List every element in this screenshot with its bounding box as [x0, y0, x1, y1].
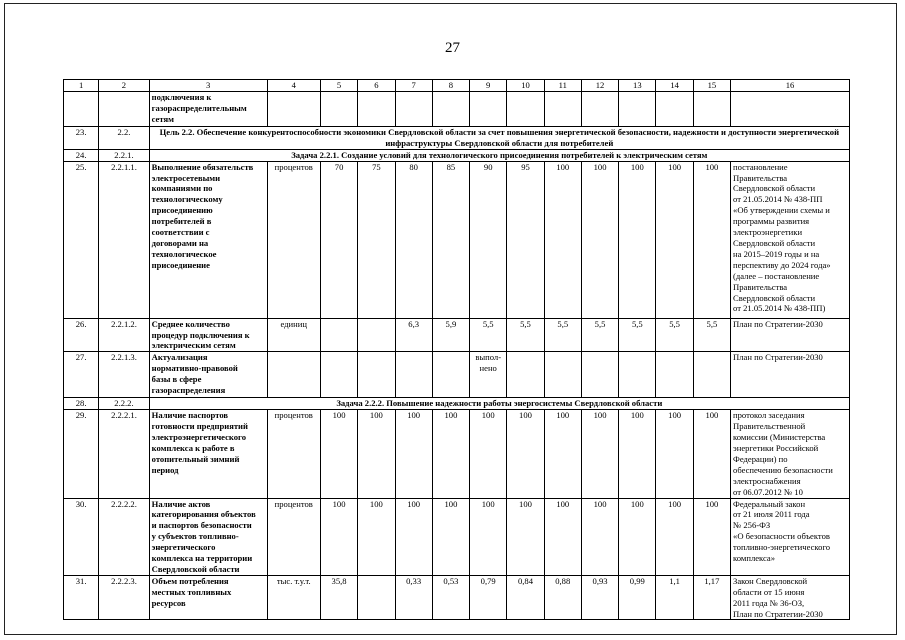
table-row [64, 498, 850, 575]
header-cell: 16 [731, 80, 850, 92]
value-cell: 0,99 [619, 575, 656, 620]
indicator-table [63, 79, 850, 620]
table-row [64, 318, 850, 352]
value-cell: 100 [544, 410, 581, 498]
source-cell: постановление Правительства Свердловской области от 21.05.2014 № 438-ПП «Об утверждении схемы и программы развития электроэнергетики Свердловской области на 2015–2019 годы и на перспективу до 2024 года» (далее – постановление Правительства Свердловской области от 21.05.2014 № 438-ПП) [731, 161, 850, 318]
source-cell: Федеральный закон от 21 июля 2011 года № 256-ФЗ «О безопасности объектов топливно-энергетического комплекса» [731, 498, 850, 575]
header-cell: 4 [267, 80, 320, 92]
row-code: 2.2.1. [99, 149, 149, 161]
section-heading: Задача 2.2.1. Создание условий для технологического присоединения потребителей к электрическим сетям [149, 149, 849, 161]
value-cell: 6,3 [395, 318, 432, 352]
empty-cell [693, 91, 730, 126]
row-code: 2.2.2.3. [99, 575, 149, 620]
source-cell: Закон Свердловской области от 15 июня 2011 года № 36-ОЗ, План по Стратегии-2030 [731, 575, 850, 620]
value-cell [544, 352, 581, 398]
row-code: 2.2.1.2. [99, 318, 149, 352]
section-heading: Цель 2.2. Обеспечение конкурентоспособности экономики Свердловской области за счет повышения энергетической безопасности, надежности и доступности энергетической инфраструктуры Свердловской области для потребителей [149, 126, 849, 149]
value-cell: 100 [395, 410, 432, 498]
header-cell: 7 [395, 80, 432, 92]
value-cell: 0,88 [544, 575, 581, 620]
indicator-name: Наличие актов категорирования объектов и паспортов безопасности у субъектов топливно- энергетического комплекса на территории Свердловской области [149, 498, 267, 575]
unit-cell: процентов [267, 161, 320, 318]
row-number: 24. [64, 149, 99, 161]
header-cell: 14 [656, 80, 693, 92]
value-cell: 100 [619, 161, 656, 318]
value-cell: 100 [470, 498, 507, 575]
header-cell: 10 [507, 80, 544, 92]
value-cell: 5,5 [507, 318, 544, 352]
value-cell: 100 [432, 410, 469, 498]
empty-cell [581, 91, 618, 126]
value-cell: 100 [358, 410, 395, 498]
value-cell: 75 [358, 161, 395, 318]
value-cell: 100 [395, 498, 432, 575]
table-row [64, 126, 850, 149]
indicator-name: подключения к газораспределительным сетям [149, 91, 267, 126]
empty-cell [99, 91, 149, 126]
value-cell: 100 [581, 498, 618, 575]
value-cell: 100 [656, 161, 693, 318]
value-cell: 100 [693, 498, 730, 575]
value-cell: 5,5 [619, 318, 656, 352]
empty-cell [395, 91, 432, 126]
value-cell [320, 352, 357, 398]
header-cell: 1 [64, 80, 99, 92]
row-code: 2.2. [99, 126, 149, 149]
header-cell: 3 [149, 80, 267, 92]
value-cell [432, 352, 469, 398]
value-cell: 100 [320, 410, 357, 498]
header-cell: 12 [581, 80, 618, 92]
value-cell: 70 [320, 161, 357, 318]
header-cell: 6 [358, 80, 395, 92]
indicator-name: Выполнение обязательств электросетевыми компаниями по технологическому присоединению потребителей в соответствии с договорами на технологическое присоединение [149, 161, 267, 318]
page-number: 27 [445, 40, 460, 56]
indicator-name: Актуализация нормативно-правовой базы в сфере газораспределения [149, 352, 267, 398]
value-cell: 0,84 [507, 575, 544, 620]
unit-cell [267, 352, 320, 398]
row-number: 31. [64, 575, 99, 620]
value-cell: 100 [544, 161, 581, 318]
value-cell: 100 [656, 498, 693, 575]
table-row [64, 398, 850, 410]
value-cell [358, 575, 395, 620]
value-cell [358, 318, 395, 352]
value-cell: 5,5 [470, 318, 507, 352]
header-row [64, 80, 850, 92]
value-cell: 100 [507, 498, 544, 575]
value-cell: 5,5 [581, 318, 618, 352]
empty-cell [544, 91, 581, 126]
row-number: 27. [64, 352, 99, 398]
source-cell: План по Стратегии-2030 [731, 318, 850, 352]
empty-cell [432, 91, 469, 126]
value-cell: 100 [619, 410, 656, 498]
value-cell [507, 352, 544, 398]
header-cell: 8 [432, 80, 469, 92]
header-cell: 5 [320, 80, 357, 92]
indicator-name: Объем потребления местных топливных ресурсов [149, 575, 267, 620]
empty-cell [320, 91, 357, 126]
header-cell: 9 [470, 80, 507, 92]
value-cell: 100 [507, 410, 544, 498]
value-cell: 100 [358, 498, 395, 575]
value-cell: 0,79 [470, 575, 507, 620]
table-row [64, 410, 850, 498]
row-number: 25. [64, 161, 99, 318]
header-cell: 15 [693, 80, 730, 92]
value-cell: выпол- нено [470, 352, 507, 398]
row-code: 2.2.2. [99, 398, 149, 410]
source-cell: План по Стратегии-2030 [731, 352, 850, 398]
value-cell [358, 352, 395, 398]
value-cell: 1,17 [693, 575, 730, 620]
indicator-name: Наличие паспортов готовности предприятий электроэнергетического комплекса к работе в отопительный зимний период [149, 410, 267, 498]
empty-cell [656, 91, 693, 126]
row-code: 2.2.2.1. [99, 410, 149, 498]
table-row [64, 91, 850, 126]
row-number: 30. [64, 498, 99, 575]
table-row [64, 161, 850, 318]
empty-cell [64, 91, 99, 126]
empty-cell [358, 91, 395, 126]
source-cell: протокол заседания Правительственной комиссии (Министерства энергетики Российской Федерации) по обеспечению безопасности электроснабжения от 06.07.2012 № 10 [731, 410, 850, 498]
row-code: 2.2.1.1. [99, 161, 149, 318]
unit-cell: процентов [267, 498, 320, 575]
value-cell: 100 [432, 498, 469, 575]
empty-cell [267, 91, 320, 126]
unit-cell: единиц [267, 318, 320, 352]
table-row [64, 352, 850, 398]
value-cell: 100 [693, 410, 730, 498]
value-cell: 100 [693, 161, 730, 318]
value-cell: 100 [656, 410, 693, 498]
section-heading: Задача 2.2.2. Повышение надежности работы энергосистемы Свердловской области [149, 398, 849, 410]
unit-cell: процентов [267, 410, 320, 498]
empty-cell [619, 91, 656, 126]
row-code: 2.2.2.2. [99, 498, 149, 575]
value-cell: 100 [619, 498, 656, 575]
table-row [64, 575, 850, 620]
value-cell: 1,1 [656, 575, 693, 620]
value-cell [320, 318, 357, 352]
header-cell: 11 [544, 80, 581, 92]
value-cell [619, 352, 656, 398]
value-cell: 95 [507, 161, 544, 318]
empty-cell [470, 91, 507, 126]
indicator-name: Среднее количество процедур подключения к электрическим сетям [149, 318, 267, 352]
value-cell: 5,5 [544, 318, 581, 352]
row-number: 26. [64, 318, 99, 352]
value-cell: 80 [395, 161, 432, 318]
empty-cell [731, 91, 850, 126]
value-cell: 0,93 [581, 575, 618, 620]
value-cell [581, 352, 618, 398]
value-cell: 100 [581, 410, 618, 498]
value-cell: 100 [470, 410, 507, 498]
table-row [64, 149, 850, 161]
empty-cell [507, 91, 544, 126]
value-cell: 35,8 [320, 575, 357, 620]
value-cell [395, 352, 432, 398]
value-cell: 0,33 [395, 575, 432, 620]
row-number: 28. [64, 398, 99, 410]
value-cell: 5,5 [693, 318, 730, 352]
value-cell [656, 352, 693, 398]
value-cell: 5,9 [432, 318, 469, 352]
header-cell: 2 [99, 80, 149, 92]
row-number: 23. [64, 126, 99, 149]
value-cell: 5,5 [656, 318, 693, 352]
value-cell [693, 352, 730, 398]
value-cell: 100 [320, 498, 357, 575]
header-cell: 13 [619, 80, 656, 92]
value-cell: 100 [581, 161, 618, 318]
value-cell: 90 [470, 161, 507, 318]
value-cell: 100 [544, 498, 581, 575]
unit-cell: тыс. т.у.т. [267, 575, 320, 620]
row-number: 29. [64, 410, 99, 498]
row-code: 2.2.1.3. [99, 352, 149, 398]
value-cell: 85 [432, 161, 469, 318]
value-cell: 0,53 [432, 575, 469, 620]
